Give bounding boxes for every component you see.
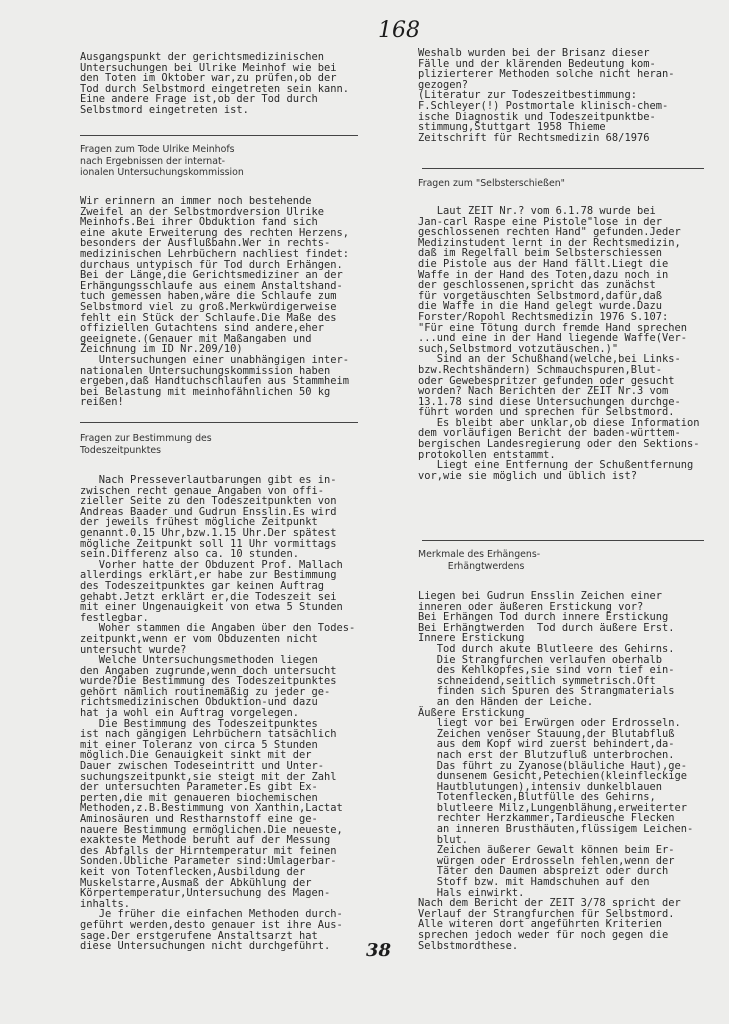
left-body-todeszeit: Nach Presseverlautbarungen gibt es in- zwischen recht genaue Angaben von offi- zieller Seite zu den Todeszeitpunkten von Andreas Baader und Gudrun Ensslin.Es wird der jeweils frühest mögliche Zeitpunkt genannt.0.15 Uhr,bzw.1.15 Uhr.Der spätest mögliche Zeitpunkt soll 11 Uhr vormittags sein.Differenz also ca. 10 stunden. Vorher hatte der Obduzent Prof. Mallach allerdings erklärt,er habe zur Bestimmung des Todeszeitpunktes gar keinen Auftrag gehabt.Jetzt erklärt er,die Todeszeit sei mit einer Ungenauigkeit von etwa 5 Stunden festlegbar. Woher stammen die Angaben über den Todes- zeitpunkt,wenn er vom Obduzenten nicht untersucht wurde? Welche Untersuchungsmethoden liegen den Angaben zugrunde,wenn doch untersucht wurde?Die Bestimmung des Todeszeitpunktes gehört nämlich routinemäßig zu jeder ge- richtsmedizinischen Obduktion-und dazu hat ja wohl ein Auftrag vorgelegen. Die Bestimmung des Todeszeitpunktes ist nach gängigen Lehrbüchern tatsächlich mit einer Toleranz von circa 5 Stunden möglich.Die Genauigkeit sinkt mit der Dauer zwischen Todeseintritt und Unter- suchungszeitpunkt,sie steigt mit der Zahl der untersuchten Parameter.Es gibt Ex- perten,die mit genaueren biochemischen Methoden,z.B.Bestimmung von Xanthin,Lactat Aminosäuren und Restharnstoff eine ge- nauere Bestimmung ermöglichen.Die neueste, exakteste Methode beruht auf der Messung des Abfalls der Hirntemperatur mit feinen Sonden.Übliche Parameter sind:Umlagerbar- keit von Totenflecken,Ausbildung der Muskelstarre,Ausmaß der Abkühlung der Körpertemperatur,Untersuchung des Magen- inhalts. Je früher die einfachen Methoden durch- geführt werden,desto genauer ist ihre Aus- sage.Der erstgerufene Anstaltsarzt hat diese Untersuchungen nicht durchgeführt. — [80, 474, 356, 953]
left-intro-paragraph: Ausgangspunkt der gerichtsmedizinischen Untersuchungen bei Ulrike Meinhof wie bei den Toten im Oktober war,zu prüfen,ob der Tod durch Selbstmord eingetreten sein kann. Eine andere Frage ist,ob der Tod durch Selbstmord eingetreten ist. — [80, 51, 349, 116]
right-heading-erhaengen: Merkmale des Erhängens- Erhängtwerdens — [418, 549, 541, 572]
page-number-bottom: 38 — [366, 940, 392, 961]
right-body-erhaengen: Liegen bei Gudrun Ensslin Zeichen einer inneren oder äußeren Erstickung vor? Bei Erhängen Tod durch innere Erstickung Bei Erhängtwerden Tod durch äußere Erst. Innere Erstickung Tod durch akute Blutleere des Gehirns. Die Strangfurchen verlaufen oberhalb des Kehlkopfes,sie sind vorn tief ein- schneidend,seitlich symmetrisch.Oft finden sich Spuren des Strangmaterials an den Händen der Leiche. Äußere Erstickung liegt vor bei Erwürgen oder Erdrosseln. Zeichen venöser Stauung,der Blutabfluß aus dem Kopf wird zuerst behindert,da- nach erst der Blutzufluß unterbrochen. Das führt zu Zyanose(bläuliche Haut),ge- dunsenem Gesicht,Petechien(kleinfleckige Hautblutungen),intensiv dunkelblauen Totenflecken,Blutfülle des Gehirns, blutleere Milz,Lungenblähung,erweiterter rechter Herzkammer,Tardieusche Flecken an inneren Brusthäuten,flüssigem Leichen- blut. Zeichen äußerer Gewalt können beim Er- würgen oder Erdrosseln fehlen,wenn der Täter den Daumen abspreizt oder durch Stoff bzw. mit Hamdschuhen auf den Hals einwirkt. Nach dem Bericht der ZEIT 3/78 spricht der Verlauf der Strangfurchen für Selbstmord. Alle witeren dort angeführten Kriterien sprechen jedoch weder für noch gegen die Selbstmordthese. — [418, 590, 694, 952]
left-heading-todeszeit: Fragen zur Bestimmung des Todeszeitpunktes — [80, 433, 212, 456]
right-intro-paragraph: Weshalb wurden bei der Brisanz dieser Fälle und der klärenden Bedeutung kom- plizierterer Methoden solche nicht heran- gezogen? (Literatur zur Todeszeitbestimmung: F.Schleyer(!) Postmortale klinisch-chem- ische Diagnostik und Todeszeitpunktbe- stimmung,Stuttgart 1958 Thieme Zeitschrift für Rechtsmedizin 68/1976 — [418, 47, 675, 144]
right-heading-selbsterschiessen: Fragen zum "Selbsterschießen" — [418, 178, 565, 189]
left-divider-1 — [80, 135, 358, 136]
left-body-meinhof: Wir erinnern an immer noch bestehende Zweifel an der Selbstmordversion Ulrike Meinhofs.Bei ihrer Obduktion fand sich eine akute Erweiterung des rechten Herzens, besonders der Ausflußbahn.Wer in rechts- medizinischen Lehrbüchern nachliest findet: durchaus untypisch für Tod durch Erhängen. Bei der Länge,die Gerichtsmediziner an der Erhängungsschlaufe aus einem Anstaltshand- tuch gemessen haben,wäre die Schlaufe zum Selbstmord viel zu groß.Merkwürdigerweise fehlt ein Stück der Schlaufe.Die Maße des offiziellen Gutachtens sind andere,eher geeignete.(Genauer mit Maßangaben und Zeichnung im ID Nr.209/10) Untersuchungen einer unabhängigen inter- nationalen Untersuchungskommission haben ergeben,daß Handtuchschlaufen aus Stammheim bei Belastung mit meinhofähnlichen 50 kg reißen! — [80, 195, 349, 409]
right-divider-1 — [422, 168, 704, 169]
left-heading-meinhof: Fragen zum Tode Ulrike Meinhofs nach Ergebnissen der internat- ionalen Untersuchungskommission — [80, 144, 244, 179]
right-body-selbsterschiessen: Laut ZEIT Nr.? vom 6.1.78 wurde bei Jan-carl Raspe eine Pistole"lose in der geschlossenen rechten Hand" gefunden.Jeder Medizinstudent lernt in der Rechtsmedizin, daß im Regelfall beim Selbsterschiessen die Pistole aus der Hand fällt.Liegt die Waffe in der Hand des Toten,dazu noch in der geschlossenen,spricht das zunächst für vorgetäuschten Selbstmord,dafür,daß die Waffe in die Hand gelegt wurde.Dazu Forster/Ropohl Rechtsmedizin 1976 S.107: "Für eine Tötung durch fremde Hand sprechen ...und eine in der Hand liegende Waffe(Ver- such,Selbstmord votzutäuschen.)" Sind an der Schußhand(welche,bei Links- bzw.Rechtshändern) Schmauchspuren,Blut- oder Gewebespritzer gefunden oder gesucht worden? Nach Berichten der ZEIT Nr.3 vom 13.1.78 sind diese Untersuchungen durchge- führt worden und sprechen für Selbstmord. Es bleibt aber unklar,ob diese Information dem vorläufigen Bericht der baden-württem- bergischen Landesregierung oder den Sektions- protokollen entstammt. Liegt eine Entfernung der Schußentfernung vor,wie sie möglich und üblich ist? — [418, 205, 700, 482]
page-number-top: 168 — [378, 18, 420, 43]
right-divider-2 — [422, 540, 704, 541]
left-divider-2 — [80, 422, 358, 423]
